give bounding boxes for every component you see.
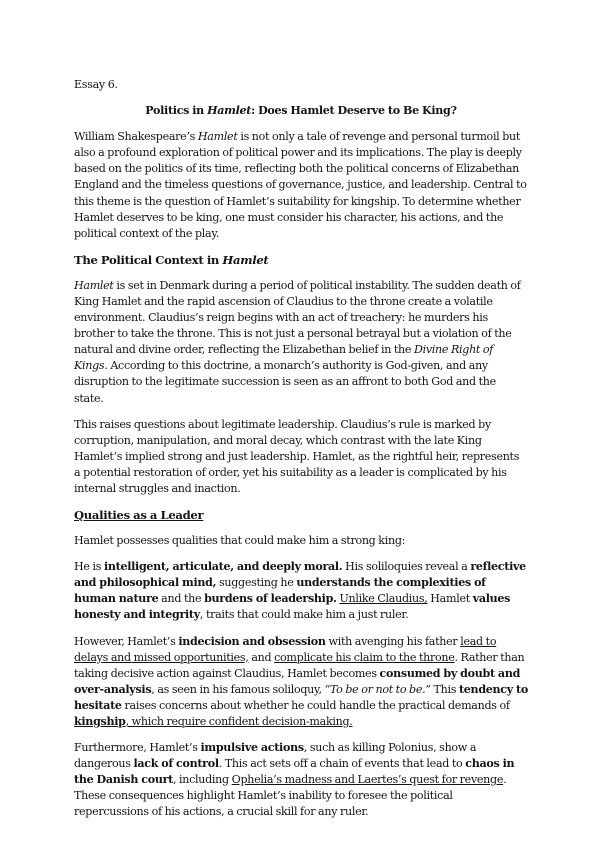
text: He is [74,560,104,574]
italic-divine-right: Divine Right of Kings [74,343,494,373]
text: Hamlet [427,592,473,606]
heading-italic: Hamlet [222,252,269,267]
bold-underlined-text: kingship [74,715,126,728]
text: raises concerns about whether he could handle the practical demands of [121,698,510,712]
underlined-text: Ophelia’s madness and Laertes’s quest for revenge [231,773,504,787]
context-paragraph-1 [74,278,528,407]
text: . Rather than taking decisive action against Claudius, Hamlet becomes [74,650,525,680]
essay-title [74,103,528,119]
underlined-text: lead to delays and missed opportunities, [74,634,497,664]
section-heading-political-context [74,252,528,268]
bold-text: impulsive actions [200,741,304,755]
qualities-paragraph-1 [74,559,528,623]
bold-text: understands the complexities of human nature [74,576,486,606]
title-pre: Politics in [145,104,208,118]
intro-text-pre: William Shakespeare’s [74,130,198,144]
document-body [74,77,528,831]
bold-text: burdens of leadership. [204,592,337,606]
text: , such as killing Polonius, show a dangerous [74,741,477,771]
text: is set in Denmark during a period of political instability. The sudden death of King Hamlet and the rapid ascension of Claudius to the throne create a volatile environment. Claudius’s reign begins with an act of treachery: he murders his brother to take the throne. This is not just a personal betrayal but a violation of the natural and divine order, reflecting the Elizabethan belief in the [74,278,521,357]
context-paragraph-2: This raises questions about legitimate leadership. Claudius’s rule is marked by corruption, manipulation, and moral decay, which contrast with the late King Hamlet’s implied strong and just leadership. Hamlet, as the rightful heir, represents a potential restoration of order, yet his suitability as a leader is complicated by his internal struggles and inaction. [74,417,520,495]
text: suggesting he [216,576,297,590]
qualities-paragraph-2 [74,634,528,731]
title-italic: Hamlet [207,104,252,118]
title-post: : Does Hamlet Deserve to Be King? [251,104,457,118]
underlined-text: Unlike Claudius, [339,592,428,606]
bold-text: values honesty and integrity [74,592,511,622]
text: , traits that could make him a just ruler. [199,608,409,622]
qualities-intro: Hamlet possesses qualities that could make him a strong king: [74,534,406,548]
text: Furthermore, Hamlet’s [74,741,201,755]
italic-quote: “To be or not to be.” [324,682,431,696]
underlined-text: complicate his claim to the throne [274,650,455,664]
text: This [430,682,459,696]
text: and [248,650,275,664]
bold-text: tendency to hesitate [74,682,528,712]
text: with avenging his father [325,634,461,648]
text: and the [158,592,205,606]
heading-pre: The Political Context in [74,252,223,267]
essay-label: Essay 6. [74,78,118,91]
text: His soliloquies reveal a [342,560,471,574]
text: . This act sets off a chain of events that lead to [218,757,466,771]
section-heading-qualities: Qualities as a Leader [74,508,204,523]
bold-text: intelligent, articulate, and deeply moral. [103,560,343,574]
bold-text: lack of control [133,757,219,771]
intro-text-rest: is not only a tale of revenge and personal turmoil but also a profound exploration of political power and its implications. The play is deeply based on the politics of its time, reflecting both the political concerns of Elizabethan England and the timeless questions of governance, justice, and leadership. Central to this theme is the question of Hamlet’s suitability for kingship. To determine whether Hamlet deserves to be king, one must consider his character, his actions, and the political context of the play. [74,130,527,240]
text: , as seen in his famous soliloquy, [151,682,325,696]
bold-text: consumed by doubt and over-analysis [74,666,521,696]
text: . These consequences highlight Hamlet’s inability to foresee the political repercussions of his actions, a crucial skill for any ruler. [74,773,507,819]
intro-paragraph [74,129,528,242]
underlined-text: , which require confident decision-making. [125,715,353,728]
qualities-paragraph-3 [74,740,528,820]
text: , including [172,773,232,787]
bold-text: indecision and obsession [178,634,326,648]
text: . According to this doctrine, a monarch’s authority is God-given, and any disruption to the legitimate succession is seen as an affront to both God and the state. [74,359,496,405]
intro-italic: Hamlet [197,130,238,144]
text: However, Hamlet’s [74,634,179,648]
bold-text: reflective and philosophical mind, [74,560,526,590]
bold-text: chaos in the Danish court [74,757,515,787]
italic-title: Hamlet [74,278,114,292]
